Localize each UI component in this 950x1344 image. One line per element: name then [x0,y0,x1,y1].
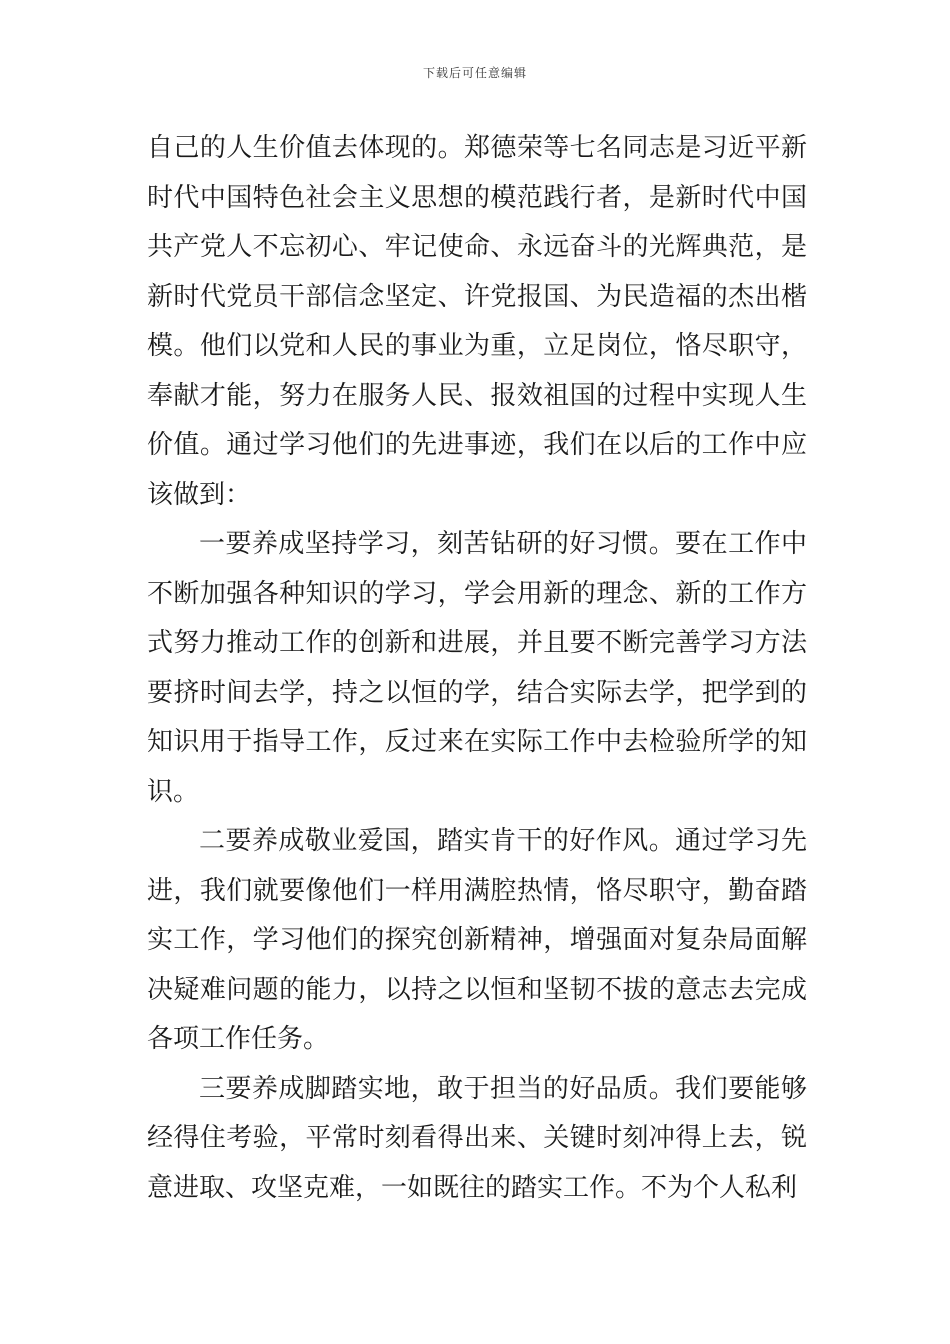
paragraph-4: 三要养成脚踏实地，敢于担当的好品质。我们要能够经得住考验，平常时刻看得出来、关键时刻冲得上去，锐意进取、攻坚克难，一如既往的踏实工作。不为个人私利 [147,1073,807,1203]
paragraph-2: 一要养成坚持学习，刻苦钻研的好习惯。要在工作中不断加强各种知识的学习，学会用新的理念、新的工作方式努力推动工作的创新和进展，并且要不断完善学习方法要挤时间去学，持之以恒的学，结合实际去学，把学到的知识用于指导工作，反过来在实际工作中去检验所学的知识。 [147,529,807,807]
page-header: 下载后可任意编辑 [422,66,527,80]
paragraph-3: 二要养成敬业爱国，踏实肯干的好作风。通过学习先进，我们就要像他们一样用满腔热情，恪尽职守，勤奋踏实工作，学习他们的探究创新精神，增强面对复杂局面解决疑难问题的能力，以持之以恒和坚韧不拔的意志去完成各项工作任务。 [147,826,807,1054]
paragraph-1: 自己的人生价值去体现的。郑德荣等七名同志是习近平新时代中国特色社会主义思想的模范践行者，是新时代中国共产党人不忘初心、牢记使命、永远奋斗的光辉典范，是新时代党员干部信念坚定、许党报国、为民造福的杰出楷模。他们以党和人民的事业为重，立足岗位，恪尽职守，奉献才能，努力在服务人民、报效祖国的过程中实现人生价值。通过学习他们的先进事迹，我们在以后的工作中应该做到： [147,133,807,510]
document-body [147,124,807,1213]
